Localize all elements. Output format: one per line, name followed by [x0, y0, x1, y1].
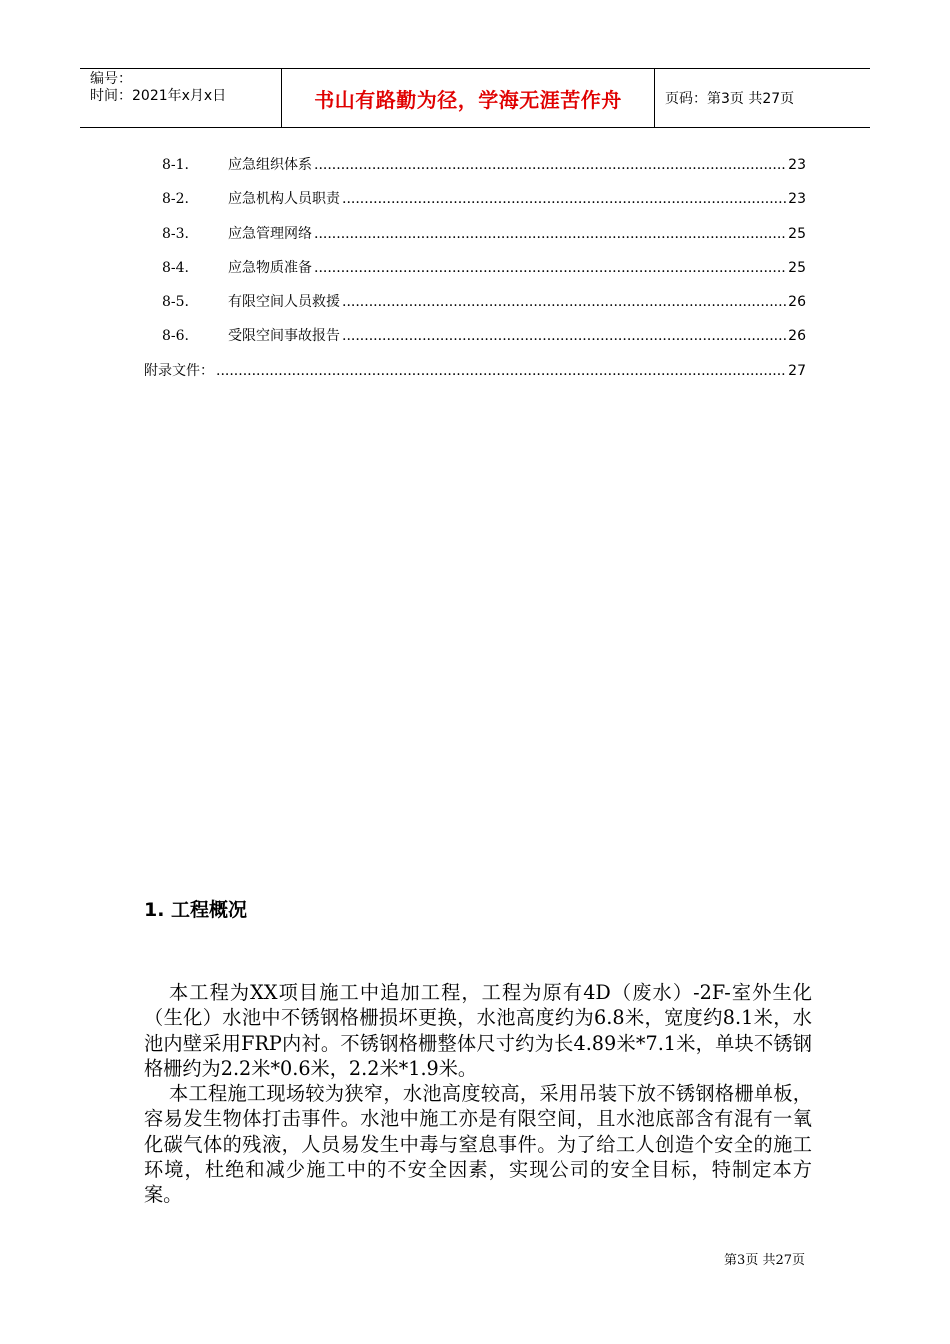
- toc-entry-page: 25: [788, 259, 806, 276]
- header-motto: 书山有路勤为径，学海无涯苦作舟: [282, 69, 655, 127]
- header-page-label: 页码：第3页 共27页: [665, 91, 795, 107]
- toc-entry-page: 25: [788, 225, 806, 242]
- toc-entry-page: 26: [788, 294, 806, 311]
- toc-entry-number: 8-3.: [162, 225, 189, 242]
- toc-leader-dots: [342, 326, 786, 346]
- toc-entry-8-2[interactable]: [144, 189, 806, 223]
- toc-entry-number: 8-6.: [162, 328, 189, 345]
- toc-entry-page: 27: [788, 362, 806, 379]
- header-time-label: 时间：2021年x月x日: [90, 88, 227, 104]
- body-paragraph: 本工程为XX项目施工中追加工程，工程为原有4D（废水）-2F-室外生化（生化）水池中不锈钢格栅损坏更换，水池高度约为6.8米，宽度约8.1米，水池内壁采用FRP内衬。不锈钢格栅整体尺寸约为长4.89米*7.1米，单块不锈钢格栅约为2.2米*0.6米，2.2米*1.9米。: [144, 981, 812, 1080]
- page-header: [80, 68, 870, 128]
- toc-leader-dots: [314, 258, 786, 278]
- toc-entry-title: 应急组织体系: [228, 157, 312, 173]
- header-number-label: 编号：: [90, 71, 132, 87]
- body-paragraph: 本工程施工现场较为狭窄，水池高度较高，采用吊装下放不锈钢格栅单板，容易发生物体打击事件。水池中施工亦是有限空间，且水池底部含有混有一氧化碳气体的残液，人员易发生中毒与窒息事件。为了给工人创造个安全的施工环境，杜绝和减少施工中的不安全因素，实现公司的安全目标，特制定本方案。: [144, 1082, 812, 1207]
- toc-entry-number: 8-5.: [162, 294, 189, 311]
- toc-entry-number: 8-4.: [162, 259, 189, 276]
- toc-entry-page: 23: [788, 191, 806, 208]
- section-heading: 1. 工程概况: [144, 899, 248, 921]
- toc-entry-number: 8-1.: [162, 157, 189, 173]
- table-of-contents: [144, 155, 806, 395]
- toc-entry-8-1[interactable]: [144, 155, 806, 189]
- toc-entry-page: 23: [788, 157, 806, 173]
- toc-leader-dots: [216, 361, 786, 381]
- toc-entry-appendix[interactable]: [144, 361, 806, 395]
- toc-entry-title: 应急机构人员职责: [228, 191, 340, 208]
- toc-leader-dots: [314, 155, 786, 175]
- toc-entry-title: 附录文件：: [144, 362, 214, 379]
- toc-entry-title: 应急管理网络: [228, 225, 312, 242]
- toc-entry-title: 有限空间人员救援: [228, 294, 340, 311]
- toc-entry-8-4[interactable]: [144, 258, 806, 292]
- toc-leader-dots: [342, 189, 786, 209]
- page-footer: 第3页 共27页: [724, 1253, 805, 1268]
- toc-entry-title: 受限空间事故报告: [228, 328, 340, 345]
- toc-entry-title: 应急物质准备: [228, 259, 312, 276]
- toc-entry-8-5[interactable]: [144, 292, 806, 326]
- toc-entry-8-3[interactable]: [144, 224, 806, 258]
- toc-entry-number: 8-2.: [162, 191, 189, 208]
- toc-leader-dots: [342, 292, 786, 312]
- section-body: [144, 980, 812, 1208]
- toc-entry-page: 26: [788, 328, 806, 345]
- toc-leader-dots: [314, 224, 786, 244]
- header-meta: [80, 69, 282, 127]
- toc-entry-8-6[interactable]: [144, 326, 806, 360]
